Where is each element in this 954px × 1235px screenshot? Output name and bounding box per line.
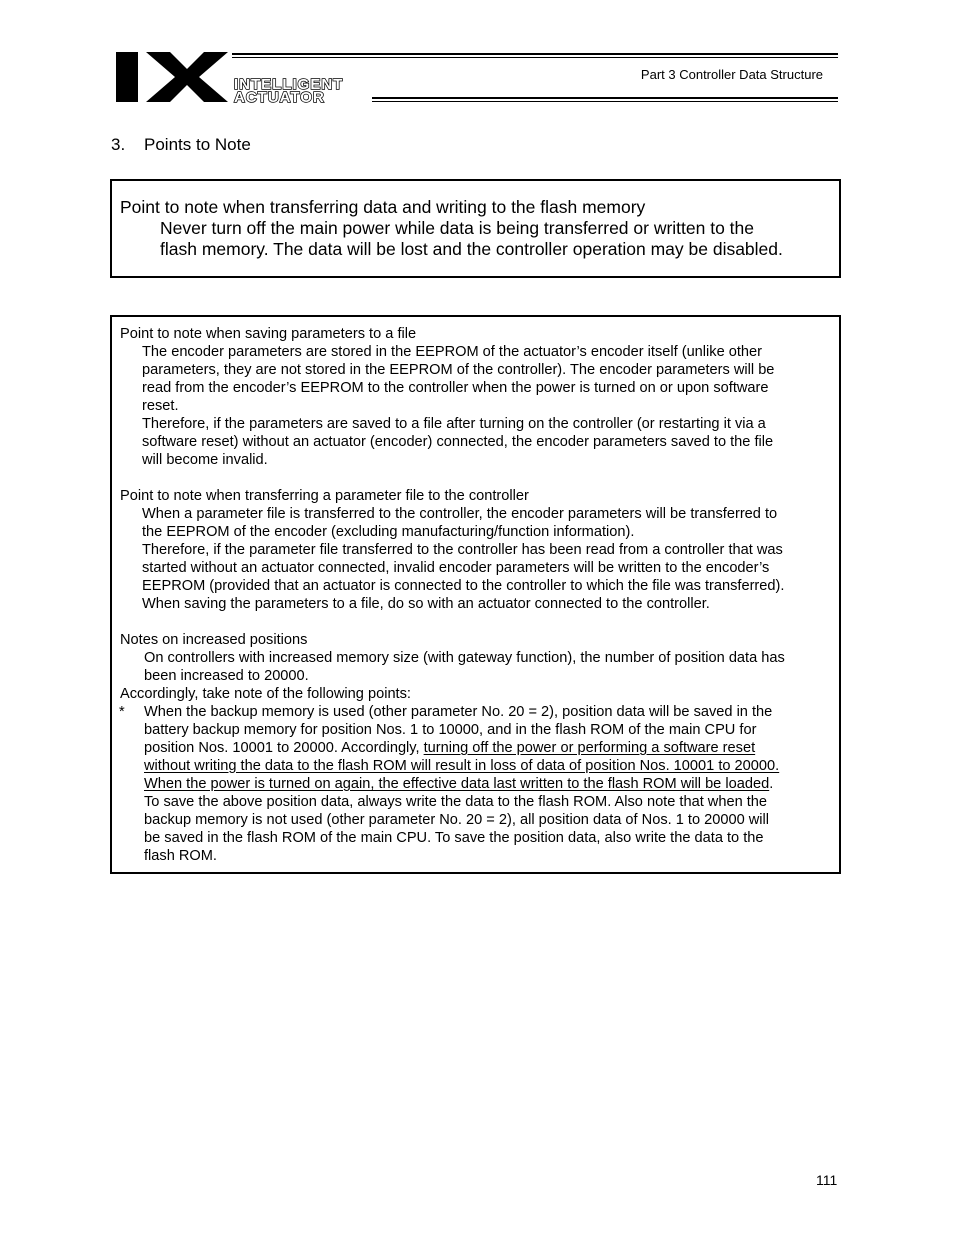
text-line	[144, 793, 767, 811]
logo-text-intelligent: INTELLIGENT	[234, 76, 344, 93]
note-box-flash-memory	[110, 179, 841, 278]
text-line	[142, 433, 773, 451]
header-rule	[232, 57, 838, 58]
text-segment: Accordingly, take note of the following points:	[120, 686, 411, 702]
text-segment: On controllers with increased memory size (with gateway function), the number of position data has	[144, 650, 785, 666]
text-line	[144, 829, 764, 847]
text-line	[120, 487, 529, 505]
text-segment: read from the encoder’s EEPROM to the controller when the power is turned on or upon software	[142, 380, 769, 396]
text-line	[144, 739, 755, 757]
text-line	[120, 325, 416, 343]
text-line	[142, 415, 766, 433]
text-segment: Notes on increased positions	[120, 632, 308, 648]
text-segment: flash ROM.	[144, 848, 217, 864]
underlined-text: turning off the power or performing a software reset	[423, 740, 756, 756]
section-title: Points to Note	[144, 135, 251, 154]
text-segment: position Nos. 10001 to 20000. Accordingly,	[144, 740, 424, 756]
text-line	[160, 239, 783, 260]
text-segment: will become invalid.	[142, 452, 268, 468]
text-segment: the EEPROM of the encoder (excluding manufacturing/function information).	[142, 524, 635, 540]
text-segment: The encoder parameters are stored in the EEPROM of the actuator’s encoder itself (unlike other	[142, 344, 763, 360]
header-rule	[232, 53, 838, 55]
underlined-text: When the power is turned on again, the effective data last written to the flash ROM will be loaded	[144, 776, 770, 792]
text-line	[142, 541, 783, 559]
text-line	[142, 451, 268, 469]
header-rule	[372, 101, 838, 102]
text-segment: started without an actuator connected, invalid encoder parameters will be written to the encoder’s	[142, 560, 770, 576]
text-line	[120, 197, 645, 218]
text-segment: Therefore, if the parameter file transferred to the controller has been read from a controller that was	[142, 542, 783, 558]
section-number: 3.	[111, 135, 126, 154]
text-line	[144, 721, 756, 739]
text-segment: .	[769, 776, 774, 792]
text-segment: To save the above position data, always write the data to the flash ROM. Also note that when the	[144, 794, 768, 810]
text-segment: Point to note when transferring a parameter file to the controller	[120, 488, 529, 504]
section-heading	[111, 135, 251, 155]
text-line	[144, 649, 785, 667]
text-line	[142, 361, 774, 379]
text-segment: backup memory is not used (other parameter No. 20 = 2), all position data of Nos. 1 to 20000 will	[144, 812, 770, 828]
text-segment: flash memory. The data will be lost and the controller operation may be disabled.	[160, 239, 783, 259]
text-line	[144, 847, 217, 865]
header-title: Part 3 Controller Data Structure	[640, 67, 823, 82]
text-segment: Point to note when transferring data and writing to the flash memory	[120, 197, 646, 217]
text-line	[119, 703, 773, 721]
text-line	[120, 685, 411, 703]
text-segment: reset.	[142, 398, 179, 414]
text-line	[142, 397, 179, 415]
header-rule	[372, 97, 838, 99]
text-segment: When a parameter file is transferred to the controller, the encoder parameters will be transferred to	[142, 506, 778, 522]
text-line	[144, 811, 769, 829]
text-line	[142, 343, 762, 361]
text-segment: parameters, they are not stored in the EEPROM of the controller). The encoder parameters will be	[142, 362, 775, 378]
ix-logo-mark	[116, 52, 228, 102]
note-box-parameters	[110, 315, 841, 874]
logo-text-actuator: ACTUATOR	[234, 89, 325, 106]
text-line	[142, 523, 634, 541]
text-segment: When the backup memory is used (other parameter No. 20 = 2), position data will be saved in the	[144, 704, 773, 720]
text-segment: Point to note when saving parameters to a file	[120, 326, 417, 342]
text-segment: Therefore, if the parameters are saved to a file after turning on the controller (or restarting it via a	[142, 416, 766, 432]
text-line	[160, 218, 754, 239]
text-line	[120, 631, 307, 649]
underlined-text: without writing the data to the flash ROM will result in loss of data of position Nos. 10001 to 20000.	[144, 758, 780, 774]
text-line	[144, 775, 773, 793]
bullet-marker: *	[119, 704, 125, 720]
text-segment: Never turn off the main power while data is being transferred or written to the	[160, 218, 755, 238]
text-segment: When saving the parameters to a file, do so with an actuator connected to the controller.	[142, 596, 710, 612]
text-segment: battery backup memory for position Nos. 1 to 10000, and in the flash ROM of the main CPU for	[144, 722, 757, 738]
text-segment: EEPROM (provided that an actuator is connected to the controller to which the file was transferred).	[142, 578, 785, 594]
text-line	[144, 667, 309, 685]
text-segment: be saved in the flash ROM of the main CPU. To save the position data, also write the data to the	[144, 830, 764, 846]
text-line	[142, 577, 784, 595]
text-segment: been increased to 20000.	[144, 668, 309, 684]
text-line	[144, 757, 779, 775]
text-line	[142, 595, 710, 613]
text-line	[142, 379, 769, 397]
page-number: 111	[816, 1172, 838, 1188]
text-line	[142, 505, 777, 523]
text-line	[142, 559, 769, 577]
text-segment: software reset) without an actuator (encoder) connected, the encoder parameters saved to the file	[142, 434, 774, 450]
